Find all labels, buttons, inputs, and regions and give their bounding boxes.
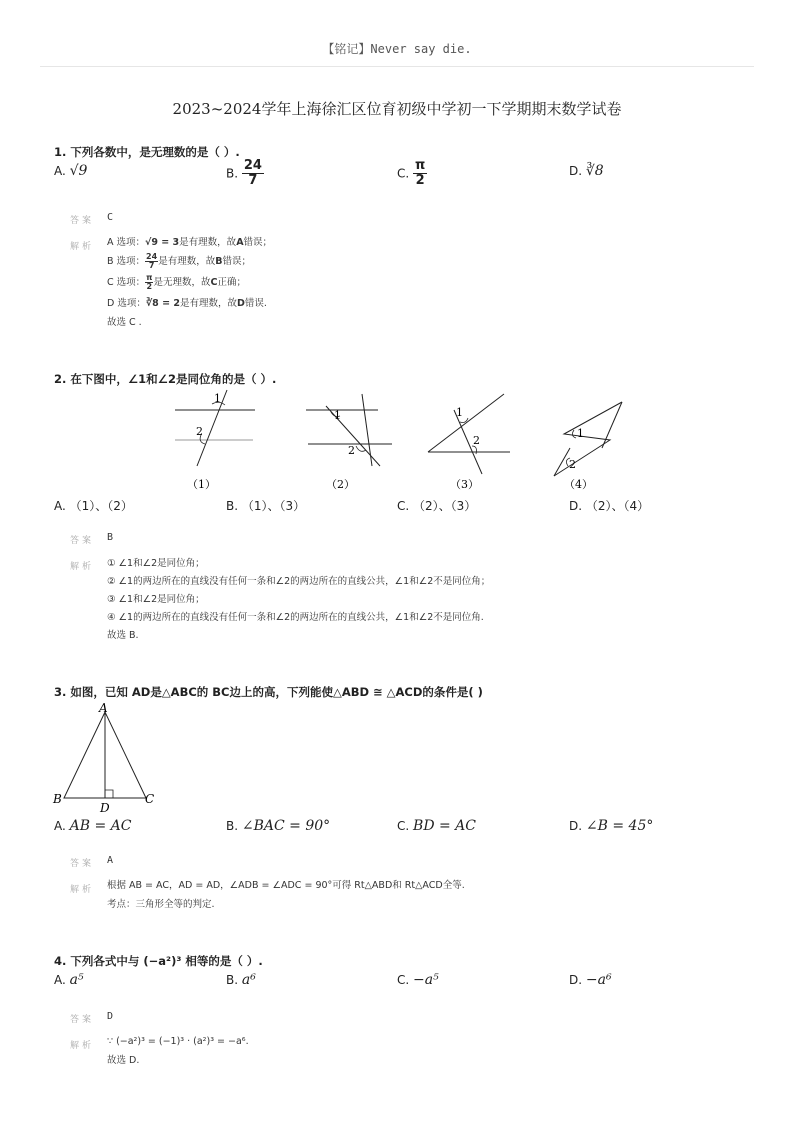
q2-figure-2 [300, 388, 400, 492]
fig3-angle-1-label: 1 [456, 406, 463, 419]
q2-option-c[interactable]: C. （2）、（3） [397, 499, 477, 513]
q2-option-a[interactable]: A. （1）、（2） [54, 499, 133, 513]
q1-option-c-fraction: $\frac{\pi}{2}$ [415, 158, 426, 188]
q3-answer: A [107, 855, 114, 866]
q2-answer: B [107, 532, 114, 543]
q3-option-b[interactable]: B. ∠BAC = 90° [226, 818, 331, 834]
q1-answer: C [107, 212, 114, 223]
fig4-caption: （4） [564, 478, 593, 491]
q4-option-d[interactable]: D. −a⁶ [569, 972, 612, 988]
q1-option-c[interactable]: C. $\frac{\pi}{2}$ [397, 158, 426, 188]
q1-option-d[interactable]: D. ∛8 [569, 163, 604, 179]
question-4-stem: 4. 下列各式中与 (−a²)³ 相等的是（ ）. [54, 954, 263, 968]
fig4-angle-1-label: 1 [577, 427, 584, 440]
q4-option-b[interactable]: B. a⁶ [226, 972, 256, 988]
vertex-b-label: B [53, 792, 62, 806]
fig3-angle-2-label: 2 [473, 434, 480, 447]
q1-option-b-fraction: $\frac{24}{7}$ [243, 158, 262, 188]
q2-analysis-line-3: ③ ∠1和∠2是同位角； [107, 594, 205, 605]
q2-analysis-label: 解析 [70, 562, 95, 572]
fig2-angle-1-label: 1 [334, 409, 341, 422]
q4-option-a-value: a⁵ [69, 972, 84, 988]
q1-option-a[interactable]: A. √9 [54, 163, 88, 179]
q3-triangle-figure [50, 700, 165, 815]
q4-option-a[interactable]: A. a⁵ [54, 972, 84, 988]
q2-figure-3 [420, 388, 520, 492]
q4-option-b-value: a⁶ [241, 972, 256, 988]
q3-option-c-value: BD = AC [413, 818, 476, 834]
q4-analysis-label: 解析 [70, 1041, 95, 1051]
q4-answer: D [107, 1011, 114, 1022]
q1-answer-label: 答案 [70, 216, 95, 226]
q2-analysis-line-4: ④ ∠1的两边所在的直线没有任何一条和∠2的两边所在的直线公共，∠1和∠2不是同位角. [107, 612, 484, 623]
q1-analysis-line-5: 故选 C . [107, 317, 142, 328]
q2-answer-label: 答案 [70, 536, 95, 546]
q1-option-b[interactable]: B. $\frac{24}{7}$ [226, 158, 262, 188]
q3-analysis-line-1: 根据 AB = AC，AD = AD，∠ADB = ∠ADC = 90°可得 Rt△ABD和 Rt△ACD全等. [107, 880, 465, 891]
fig2-caption: （2） [326, 478, 355, 491]
q3-option-a[interactable]: A. AB = AC [54, 818, 132, 834]
fig1-angle-2-label: 2 [196, 425, 203, 438]
page-header-motto: 【铭记】Never say die. [322, 42, 472, 56]
question-1-stem: 1. 下列各数中，是无理数的是（ ）. [54, 145, 240, 159]
exam-title: 2023~2024学年上海徐汇区位育初级中学初一下学期期末数学试卷 [172, 100, 622, 118]
fig1-angle-1-label: 1 [214, 392, 221, 405]
q3-analysis-line-2: 考点：三角形全等的判定. [107, 899, 215, 910]
q2-option-b[interactable]: B. （1）、（3） [226, 499, 306, 513]
q1-analysis-line-4: D 选项：∛8 = 2是有理数，故D错误. [107, 298, 267, 309]
q4-option-d-value: −a⁶ [585, 972, 612, 988]
q2-figure-4 [540, 388, 640, 492]
q3-answer-label: 答案 [70, 859, 95, 869]
q1-analysis-line-1: A 选项：√9 = 3是有理数，故A错误； [107, 237, 273, 248]
q1-analysis-line-3: C 选项： $\frac{\pi}{2}$是无理数，故C正确； [107, 273, 246, 291]
q2-analysis-line-5: 故选 B. [107, 630, 139, 641]
q2-analysis-line-2: ② ∠1的两边所在的直线没有任何一条和∠2的两边所在的直线公共，∠1和∠2不是同位角； [107, 576, 491, 587]
q4-option-c-value: −a⁵ [413, 972, 439, 988]
q2-analysis-line-1: ① ∠1和∠2是同位角； [107, 558, 205, 569]
header-divider [40, 66, 754, 67]
q4-analysis-line-1: ∵ (−a²)³ = (−1)³ · (a²)³ = −a⁶. [107, 1036, 249, 1047]
fig2-angle-2-label: 2 [348, 444, 355, 457]
q3-option-d[interactable]: D. ∠B = 45° [569, 818, 654, 834]
q1-option-d-value: ∛8 [585, 163, 604, 179]
q2-option-d[interactable]: D. （2）、（4） [569, 499, 650, 513]
fig1-caption: （1） [187, 478, 216, 491]
vertex-d-label: D [100, 801, 110, 815]
q4-option-c[interactable]: C. −a⁵ [397, 972, 439, 988]
q3-option-d-value: ∠B = 45° [585, 818, 654, 834]
question-2-stem: 2. 在下图中，∠1和∠2是同位角的是（ ）. [54, 372, 277, 386]
vertex-c-label: C [145, 792, 155, 806]
q3-option-c[interactable]: C. BD = AC [397, 818, 476, 834]
q2-figure-1 [165, 388, 265, 492]
vertex-a-label: A [99, 701, 108, 715]
q3-analysis-label: 解析 [70, 885, 95, 895]
q4-analysis-line-2: 故选 D. [107, 1055, 140, 1066]
q1-analysis-label: 解析 [70, 242, 95, 252]
q3-option-b-value: ∠BAC = 90° [241, 818, 331, 834]
fig3-caption: （3） [450, 478, 479, 491]
q3-option-a-value: AB = AC [69, 818, 132, 834]
q1-option-a-value: √9 [69, 163, 88, 179]
q4-answer-label: 答案 [70, 1015, 95, 1025]
q1-analysis-line-2: B 选项： $\frac{24}{7}$是有理数，故B错误； [107, 252, 251, 270]
fig4-angle-2-label: 2 [569, 458, 576, 471]
question-3-stem: 3. 如图，已知 AD是△ABC的 BC边上的高，下列能使△ABD ≅ △ACD的条件是( ) [54, 685, 483, 699]
